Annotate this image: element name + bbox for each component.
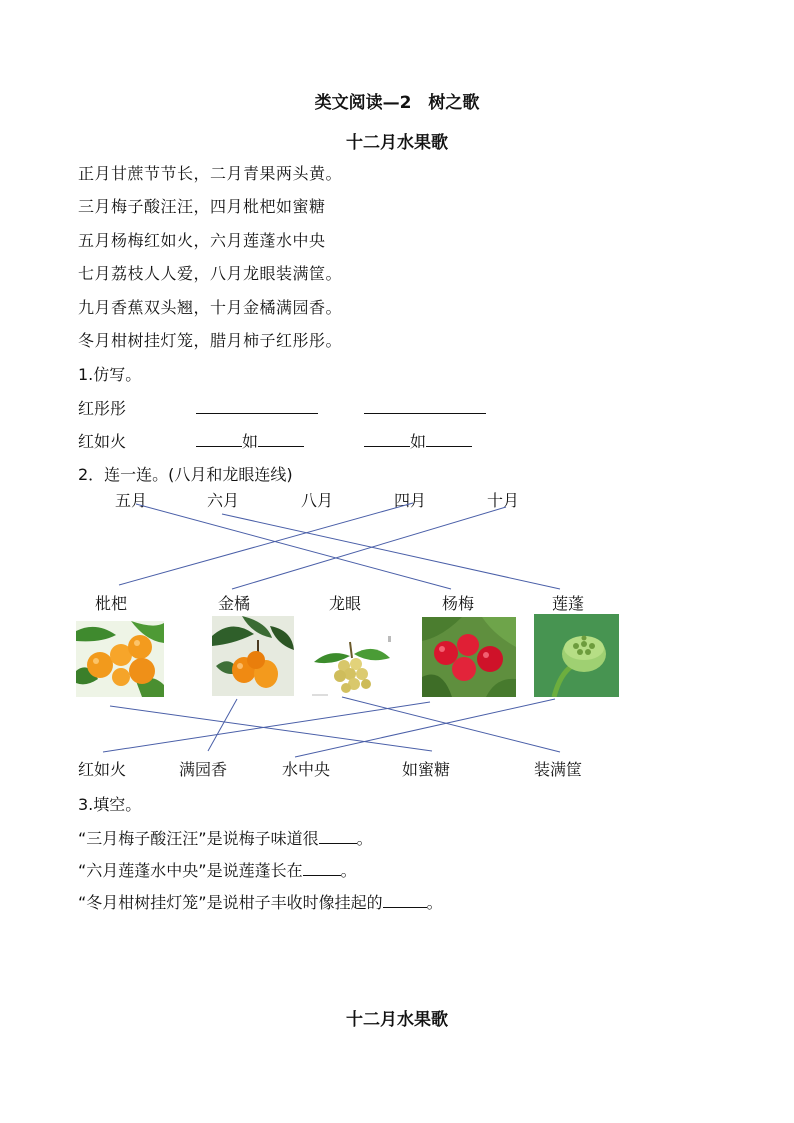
- q3-text: “三月梅子酸汪汪”是说梅子味道很: [78, 829, 319, 848]
- connector-line: [119, 503, 413, 585]
- poem-line: 冬月柑树挂灯笼，腊月柿子红彤彤。: [78, 331, 343, 350]
- q3-item-2: [78, 858, 357, 881]
- phrase-label-红如火[interactable]: 红如火: [78, 760, 127, 779]
- ru-char: 如: [242, 432, 259, 451]
- q3-blank[interactable]: [303, 858, 341, 876]
- month-label-四月[interactable]: 四月: [394, 491, 427, 510]
- q3-text: 。: [340, 861, 357, 880]
- phrase-label-满园香[interactable]: 满园香: [179, 760, 228, 779]
- poem-line: 九月香蕉双头翘，十月金橘满园香。: [78, 298, 343, 317]
- question-2-title: 2．连一连。(八月和龙眼连线): [78, 465, 293, 484]
- q3-item-3: [78, 890, 443, 913]
- connector-line: [295, 699, 555, 757]
- question-3-title: 3.填空。: [78, 795, 142, 814]
- question-1-title: 1.仿写。: [78, 365, 142, 384]
- q3-blank[interactable]: [319, 826, 357, 844]
- connector-line: [136, 504, 451, 589]
- q3-item-1: [78, 826, 373, 849]
- fruit-label-杨梅[interactable]: 杨梅: [442, 594, 475, 613]
- phrase-label-如蜜糖[interactable]: 如蜜糖: [402, 760, 451, 779]
- footer-title: 十二月水果歌: [346, 1010, 448, 1030]
- month-label-五月[interactable]: 五月: [115, 491, 148, 510]
- phrase-label-装满筐[interactable]: 装满筐: [534, 760, 583, 779]
- poem-line: 七月荔枝人人爱，八月龙眼装满筐。: [78, 264, 343, 283]
- month-label-六月[interactable]: 六月: [207, 491, 240, 510]
- poem-line: 五月杨梅红如火，六月莲蓬水中央: [78, 231, 326, 250]
- poem-line: 三月梅子酸汪汪，四月枇杷如蜜糖: [78, 197, 326, 216]
- connector-line: [103, 702, 430, 752]
- connector-line: [110, 706, 432, 751]
- q3-text: “冬月柑树挂灯笼”是说柑子丰收时像挂起的: [78, 893, 383, 912]
- fruit-label-龙眼[interactable]: 龙眼: [329, 594, 362, 613]
- q3-blank[interactable]: [383, 890, 427, 908]
- fruit-label-莲蓬[interactable]: 莲蓬: [552, 594, 585, 613]
- q1-label-1: 红彤彤: [78, 399, 127, 418]
- poem-line: 正月甘蔗节节长，二月青果两头黄。: [78, 164, 343, 183]
- month-label-十月[interactable]: 十月: [487, 491, 520, 510]
- page-title: 类文阅读—2 树之歌: [314, 93, 480, 113]
- month-label-八月[interactable]: 八月: [301, 491, 334, 510]
- phrase-label-水中央[interactable]: 水中央: [282, 760, 331, 779]
- connector-line: [208, 699, 237, 751]
- fruit-label-金橘[interactable]: 金橘: [218, 594, 251, 613]
- fruit-label-枇杷[interactable]: 枇杷: [95, 594, 128, 613]
- ru-char: 如: [410, 432, 427, 451]
- connector-line: [232, 507, 506, 589]
- q3-text: 。: [426, 893, 443, 912]
- q1-label-2: 红如火: [78, 432, 127, 451]
- q3-text: 。: [356, 829, 373, 848]
- connector-line: [222, 514, 560, 589]
- q3-text: “六月莲蓬水中央”是说莲蓬长在: [78, 861, 303, 880]
- poem-title: 十二月水果歌: [346, 133, 448, 153]
